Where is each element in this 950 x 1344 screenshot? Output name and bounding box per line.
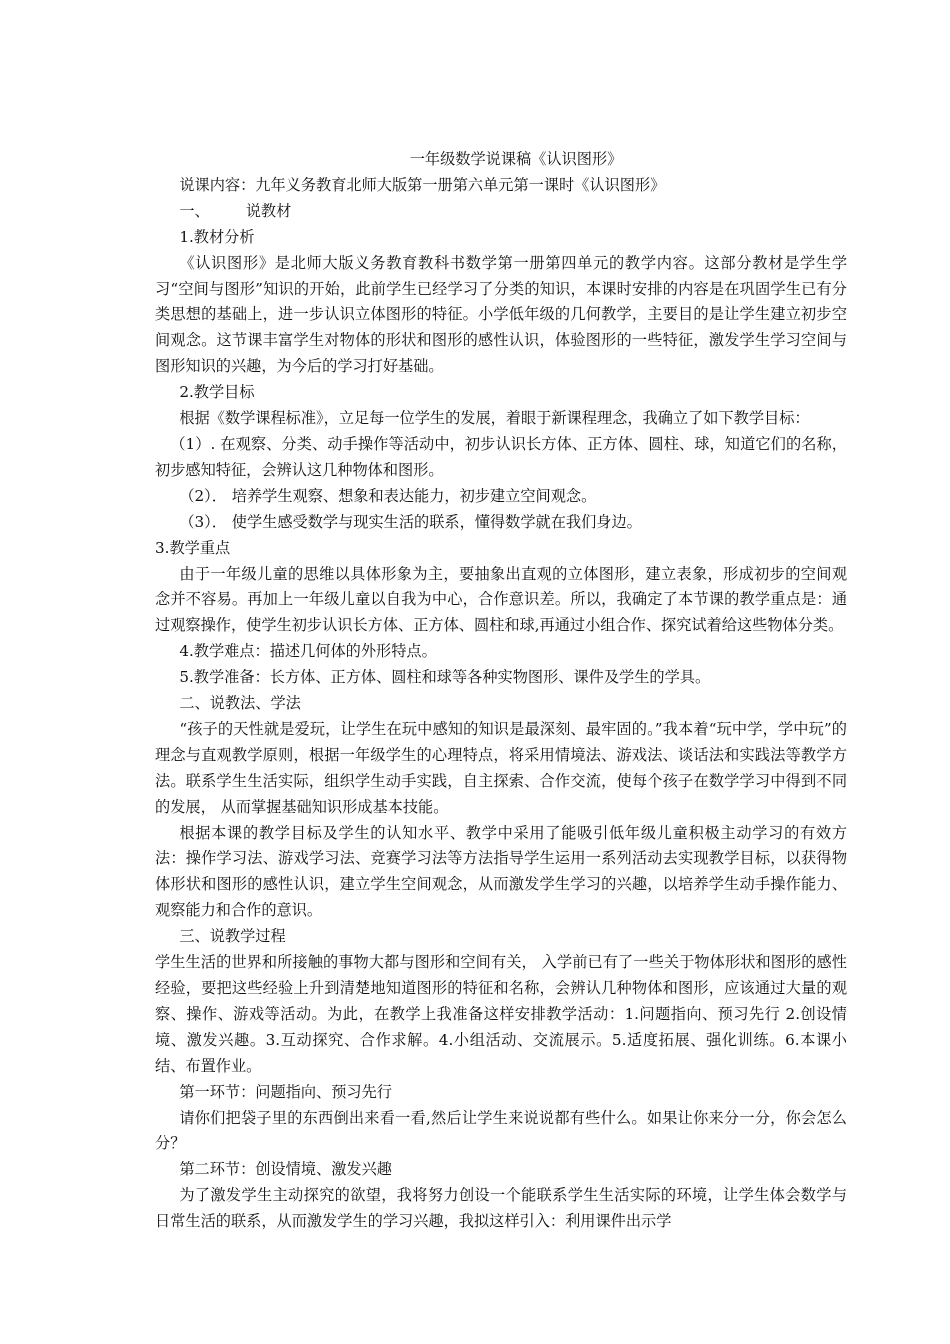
teaching-difficulty: 4.教学难点：描述几何体的外形特点。 (179, 642, 437, 661)
section-heading-3: 三、说教学过程 (179, 927, 286, 946)
step-2-body: 为了激发学生主动探究的欲望，我将努力创设一个能联系学生生活实际的环境，让学生体会数学与日常生活的联系，从而激发学生的学习兴趣，我拟这样引入：利用课件出示学 (155, 1186, 847, 1231)
document-title: 一年级数学说课稿《认识图形》 (409, 150, 623, 168)
step-1-body: 请你们把袋子里的东西倒出来看一看,然后让学生来说说都有些什么。如果让你来分一分，你会怎么分？ (155, 1108, 847, 1153)
section-heading-2: 二、说教法、学法 (179, 694, 301, 713)
paragraph-key-points: 由于一年级儿童的思维以具体形象为主，要抽象出直观的立体图形，建立表象，形成初步的空间观念并不容易。再加上一年级儿童以自我为中心，合作意识差。所以，我确定了本节课的教学重点是：通过观察操作，使学生初步认识长方体、正方体、圆柱和球,再通过小组合作、探究试着给这些物体分类。 (155, 564, 847, 635)
paragraph-material-analysis: 《认识图形》是北师大版义务教育教科书数学第一册第四单元的教学内容。这部分教材是学生学习“空间与图形”知识的开始，此前学生已经学习了分类的知识，本课时安排的内容是在巩固学生已有分类思想的基础上，进一步认识立体图形的特征。小学低年级的几何教学，主要目的是让学生建立初步空间观念。这节课丰富学生对物体的形状和图形的感性认识，体验图形的一些特征，激发学生学习空间与图形知识的兴趣，为今后的学习打好基础。 (155, 253, 847, 376)
goal-item-2: （2）． 培养学生观察、想象和表达能力，初步建立空间观念。 (179, 486, 597, 505)
section-number-1: 一、 (179, 201, 210, 220)
subheading-teaching-goals: 2.教学目标 (179, 383, 255, 402)
paragraph-teaching-goals: 根据《数学课程标准》，立足每一位学生的发展，着眼于新课程理念，我确立了如下教学目标： (179, 409, 810, 428)
paragraph-process: 学生生活的世界和所接触的事物大都与图形和空间有关， 入学前已有了一些关于物体形状和图形的感性经验，要把这些经验上升到清楚地知道图形的特征和名称，会辨认几种物体和图形，应该通过大量的观察、操作、游戏等活动。为此，在教学上我准备这样安排教学活动：1.问题指向、预习先行 2.创设情境、激发兴趣。3.互动探究、合作求解。4.小组活动、交流展示。5.适度拓展、强化训练。6.本课小结、布置作业。 (155, 953, 847, 1075)
section-label-1: 说教材 (245, 201, 292, 220)
paragraph-methods-1: “孩子的天性就是爱玩，让学生在玩中感知的知识是最深刻、最牢固的。”我本着“玩中学，学中玩”的理念与直观教学原则，根据一年级学生的心理特点，将采用情境法、游戏法、谈话法和实践法等教学方法。联系学生生活实际，组织学生动手实践，自主探索、合作交流，使每个孩子在数学学习中得到不同的发展， 从而掌握基础知识形成基本技能。 (155, 719, 847, 816)
goal-item-1: （1）. 在观察、分类、动手操作等活动中，初步认识长方体、正方体、圆柱、球，知道它们的名称，初步感知特征，会辨认这几种物体和图形。 (155, 434, 847, 479)
paragraph-methods-2: 根据本课的教学目标及学生的认知水平、教学中采用了能吸引低年级儿童积极主动学习的有效方法：操作学习法、游戏学习法、竞赛学习法等方法指导学生运用一系列活动去实现教学目标，以获得物体形状和图形的感性认识，建立学生空间观念，从而激发学生学习的兴趣，以培养学生动手操作能力、观察能力和合作的意识。 (155, 823, 847, 920)
subheading-material-analysis: 1.教材分析 (179, 227, 255, 246)
intro-line: 说课内容：九年义务教育北师大版第一册第六单元第一课时《认识图形》 (179, 175, 666, 194)
section-heading-1 (155, 199, 847, 225)
teaching-preparation: 5.教学准备：长方体、正方体、圆柱和球等各种实物图形、课件及学生的学具。 (179, 668, 711, 687)
goal-item-3: （3）． 使学生感受数学与现实生活的联系，懂得数学就在我们身边。 (179, 512, 642, 531)
step-1-heading: 第一环节：问题指向、预习先行 (179, 1082, 392, 1101)
subheading-key-points: 3.教学重点 (155, 538, 231, 557)
step-2-heading: 第二环节：创设情境、激发兴趣 (179, 1160, 392, 1179)
document-body (155, 147, 847, 1235)
